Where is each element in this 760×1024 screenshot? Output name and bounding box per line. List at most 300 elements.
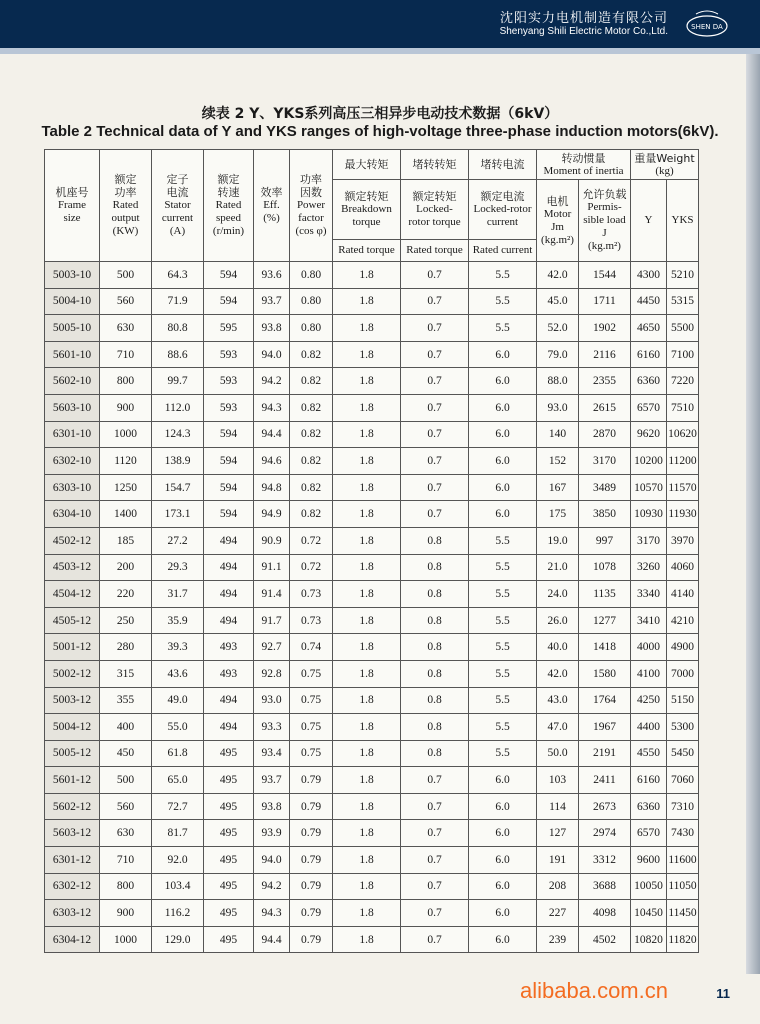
frame-size-cell: 5603-12 — [45, 820, 100, 847]
table-cell: 5.5 — [469, 714, 537, 741]
table-cell: 5.5 — [469, 554, 537, 581]
col-breakdown-torque: 最大转矩 — [333, 150, 401, 180]
table-row — [45, 288, 699, 315]
table-cell: 93.8 — [254, 315, 290, 342]
table-cell: 9600 — [631, 847, 667, 874]
table-cell: 0.7 — [401, 793, 469, 820]
table-cell: 4100 — [631, 660, 667, 687]
table-row — [45, 448, 699, 475]
table-cell: 1.8 — [333, 714, 401, 741]
table-cell: 6.0 — [469, 926, 537, 953]
table-row — [45, 262, 699, 289]
table-cell: 0.8 — [401, 581, 469, 608]
table-cell: 1000 — [100, 421, 152, 448]
table-cell: 1902 — [579, 315, 631, 342]
table-cell: 0.7 — [401, 873, 469, 900]
table-cell: 4300 — [631, 262, 667, 289]
locked-current-sub: 额定电流 Locked-rotor current — [469, 180, 537, 240]
watermark-logo: alibaba.com.cn — [520, 978, 668, 1003]
table-cell: 124.3 — [152, 421, 204, 448]
page-header — [0, 0, 760, 48]
col-power-factor: 功率 因数 Power factor (cos φ) — [290, 150, 333, 262]
table-cell: 0.79 — [290, 767, 333, 794]
col-rated-speed: 额定 转速 Rated speed (r/min) — [204, 150, 254, 262]
table-cell: 50.0 — [537, 740, 579, 767]
table-cell: 0.8 — [401, 740, 469, 767]
table-cell: 0.7 — [401, 315, 469, 342]
table-cell: 494 — [204, 607, 254, 634]
table-cell: 6.0 — [469, 448, 537, 475]
table-cell: 0.82 — [290, 421, 333, 448]
table-cell: 112.0 — [152, 394, 204, 421]
table-cell: 4000 — [631, 634, 667, 661]
table-cell: 1.8 — [333, 740, 401, 767]
table-row — [45, 315, 699, 342]
table-cell: 0.7 — [401, 767, 469, 794]
frame-size-cell: 5601-10 — [45, 341, 100, 368]
table-cell: 1.8 — [333, 900, 401, 927]
table-cell: 6.0 — [469, 767, 537, 794]
table-cell: 90.9 — [254, 527, 290, 554]
table-row — [45, 926, 699, 953]
table-cell: 11930 — [667, 501, 699, 528]
table-cell: 26.0 — [537, 607, 579, 634]
table-cell: 5.5 — [469, 315, 537, 342]
table-cell: 6.0 — [469, 421, 537, 448]
table-cell: 91.4 — [254, 581, 290, 608]
table-row — [45, 847, 699, 874]
table-cell: 94.4 — [254, 421, 290, 448]
table-cell: 5.5 — [469, 687, 537, 714]
locked-current-denominator: Rated current — [469, 240, 537, 262]
table-cell: 3260 — [631, 554, 667, 581]
table-cell: 4900 — [667, 634, 699, 661]
frame-size-cell: 5004-12 — [45, 714, 100, 741]
table-cell: 42.0 — [537, 660, 579, 687]
table-cell: 2411 — [579, 767, 631, 794]
table-cell: 594 — [204, 262, 254, 289]
table-cell: 79.0 — [537, 341, 579, 368]
table-cell: 0.82 — [290, 394, 333, 421]
frame-size-cell: 5003-10 — [45, 262, 100, 289]
table-row — [45, 820, 699, 847]
table-cell: 0.82 — [290, 341, 333, 368]
frame-size-cell: 6303-10 — [45, 474, 100, 501]
table-cell: 900 — [100, 900, 152, 927]
table-cell: 11200 — [667, 448, 699, 475]
table-cell: 10820 — [631, 926, 667, 953]
table-cell: 3340 — [631, 581, 667, 608]
table-cell: 1764 — [579, 687, 631, 714]
table-cell: 0.72 — [290, 527, 333, 554]
table-cell: 185 — [100, 527, 152, 554]
table-cell: 6.0 — [469, 873, 537, 900]
table-cell: 0.7 — [401, 394, 469, 421]
col-motor-inertia: 电机 Motor Jm (kg.m²) — [537, 180, 579, 262]
table-cell: 593 — [204, 368, 254, 395]
table-cell: 997 — [579, 527, 631, 554]
table-cell: 1120 — [100, 448, 152, 475]
table-cell: 5.5 — [469, 634, 537, 661]
table-cell: 11570 — [667, 474, 699, 501]
table-cell: 93.7 — [254, 767, 290, 794]
table-cell: 495 — [204, 767, 254, 794]
table-row — [45, 873, 699, 900]
table-cell: 0.80 — [290, 262, 333, 289]
table-cell: 0.8 — [401, 687, 469, 714]
table-cell: 1.8 — [333, 421, 401, 448]
frame-size-cell: 4505-12 — [45, 607, 100, 634]
table-cell: 2974 — [579, 820, 631, 847]
table-cell: 191 — [537, 847, 579, 874]
col-stator-current: 定子 电流 Stator current (A) — [152, 150, 204, 262]
table-cell: 1.8 — [333, 474, 401, 501]
table-cell: 140 — [537, 421, 579, 448]
table-cell: 0.8 — [401, 714, 469, 741]
table-cell: 1.8 — [333, 554, 401, 581]
table-cell: 594 — [204, 474, 254, 501]
table-cell: 93.8 — [254, 793, 290, 820]
table-cell: 42.0 — [537, 262, 579, 289]
table-cell: 800 — [100, 368, 152, 395]
table-cell: 495 — [204, 740, 254, 767]
table-cell: 1.8 — [333, 448, 401, 475]
table-cell: 355 — [100, 687, 152, 714]
table-cell: 250 — [100, 607, 152, 634]
table-cell: 94.6 — [254, 448, 290, 475]
table-cell: 52.0 — [537, 315, 579, 342]
table-cell: 39.3 — [152, 634, 204, 661]
table-cell: 630 — [100, 820, 152, 847]
table-cell: 1.8 — [333, 527, 401, 554]
table-cell: 6570 — [631, 820, 667, 847]
table-cell: 1.8 — [333, 767, 401, 794]
table-cell: 24.0 — [537, 581, 579, 608]
frame-size-cell: 5603-10 — [45, 394, 100, 421]
table-cell: 1.8 — [333, 394, 401, 421]
table-cell: 152 — [537, 448, 579, 475]
table-cell: 595 — [204, 315, 254, 342]
table-cell: 80.8 — [152, 315, 204, 342]
table-cell: 0.7 — [401, 288, 469, 315]
table-cell: 0.80 — [290, 288, 333, 315]
table-cell: 500 — [100, 767, 152, 794]
table-cell: 0.8 — [401, 660, 469, 687]
table-cell: 4400 — [631, 714, 667, 741]
frame-size-cell: 6301-10 — [45, 421, 100, 448]
table-cell: 27.2 — [152, 527, 204, 554]
table-cell: 0.73 — [290, 581, 333, 608]
table-cell: 94.0 — [254, 341, 290, 368]
table-row — [45, 714, 699, 741]
table-cell: 0.7 — [401, 900, 469, 927]
table-cell: 92.7 — [254, 634, 290, 661]
table-cell: 99.7 — [152, 368, 204, 395]
table-cell: 494 — [204, 527, 254, 554]
table-cell: 167 — [537, 474, 579, 501]
table-cell: 5.5 — [469, 288, 537, 315]
table-cell: 7430 — [667, 820, 699, 847]
table-cell: 6160 — [631, 767, 667, 794]
table-cell: 61.8 — [152, 740, 204, 767]
table-cell: 0.82 — [290, 474, 333, 501]
table-cell: 1.8 — [333, 687, 401, 714]
table-cell: 64.3 — [152, 262, 204, 289]
table-cell: 5.5 — [469, 607, 537, 634]
col-efficiency: 效率 Eff. (%) — [254, 150, 290, 262]
table-cell: 31.7 — [152, 581, 204, 608]
table-cell: 11820 — [667, 926, 699, 953]
table-cell: 495 — [204, 873, 254, 900]
frame-size-cell: 5005-10 — [45, 315, 100, 342]
table-row — [45, 660, 699, 687]
table-row — [45, 527, 699, 554]
table-cell: 94.0 — [254, 847, 290, 874]
table-cell: 800 — [100, 873, 152, 900]
table-cell: 594 — [204, 288, 254, 315]
table-row — [45, 394, 699, 421]
breakdown-sub: 额定转矩 Breakdown torque — [333, 180, 401, 240]
table-cell: 93.6 — [254, 262, 290, 289]
table-row — [45, 421, 699, 448]
breakdown-denominator: Rated torque — [333, 240, 401, 262]
table-cell: 0.79 — [290, 820, 333, 847]
table-cell: 2355 — [579, 368, 631, 395]
table-cell: 103.4 — [152, 873, 204, 900]
table-cell: 11450 — [667, 900, 699, 927]
table-cell: 0.7 — [401, 926, 469, 953]
table-cell: 400 — [100, 714, 152, 741]
table-cell: 43.0 — [537, 687, 579, 714]
table-cell: 11600 — [667, 847, 699, 874]
table-cell: 630 — [100, 315, 152, 342]
table-cell: 2191 — [579, 740, 631, 767]
table-cell: 6.0 — [469, 368, 537, 395]
table-cell: 127 — [537, 820, 579, 847]
table-cell: 10570 — [631, 474, 667, 501]
table-cell: 4250 — [631, 687, 667, 714]
table-cell: 0.79 — [290, 873, 333, 900]
table-cell: 88.6 — [152, 341, 204, 368]
table-cell: 7220 — [667, 368, 699, 395]
table-cell: 1277 — [579, 607, 631, 634]
col-rated-output: 额定 功率 Rated output (KW) — [100, 150, 152, 262]
table-cell: 200 — [100, 554, 152, 581]
table-cell: 495 — [204, 926, 254, 953]
table-cell: 1.8 — [333, 501, 401, 528]
table-title-en: Table 2 Technical data of Y and YKS ranges of high-voltage three-phase induction motors(6kV). — [41, 123, 719, 140]
frame-size-cell: 6302-12 — [45, 873, 100, 900]
table-cell: 10450 — [631, 900, 667, 927]
table-cell: 5.5 — [469, 660, 537, 687]
table-cell: 5150 — [667, 687, 699, 714]
table-cell: 500 — [100, 262, 152, 289]
table-cell: 1544 — [579, 262, 631, 289]
table-cell: 5.5 — [469, 740, 537, 767]
table-cell: 0.75 — [290, 687, 333, 714]
frame-size-cell: 5004-10 — [45, 288, 100, 315]
table-cell: 710 — [100, 847, 152, 874]
table-row — [45, 740, 699, 767]
table-cell: 493 — [204, 634, 254, 661]
table-cell: 0.82 — [290, 448, 333, 475]
frame-size-cell: 6303-12 — [45, 900, 100, 927]
frame-size-cell: 5005-12 — [45, 740, 100, 767]
table-cell: 103 — [537, 767, 579, 794]
table-cell: 7100 — [667, 341, 699, 368]
frame-size-cell: 4504-12 — [45, 581, 100, 608]
table-cell: 92.8 — [254, 660, 290, 687]
col-frame-size: 机座号 Frame size — [45, 150, 100, 262]
table-cell: 0.79 — [290, 900, 333, 927]
table-cell: 3688 — [579, 873, 631, 900]
table-cell: 10050 — [631, 873, 667, 900]
table-cell: 10200 — [631, 448, 667, 475]
table-cell: 114 — [537, 793, 579, 820]
table-cell: 35.9 — [152, 607, 204, 634]
table-cell: 10930 — [631, 501, 667, 528]
frame-size-cell: 6301-12 — [45, 847, 100, 874]
table-cell: 91.1 — [254, 554, 290, 581]
table-cell: 2116 — [579, 341, 631, 368]
table-cell: 19.0 — [537, 527, 579, 554]
table-cell: 1.8 — [333, 288, 401, 315]
frame-size-cell: 6304-12 — [45, 926, 100, 953]
table-cell: 1250 — [100, 474, 152, 501]
table-cell: 3850 — [579, 501, 631, 528]
frame-size-cell: 5003-12 — [45, 687, 100, 714]
table-cell: 1.8 — [333, 873, 401, 900]
table-cell: 0.75 — [290, 660, 333, 687]
table-cell: 94.2 — [254, 368, 290, 395]
table-cell: 0.7 — [401, 448, 469, 475]
table-cell: 0.8 — [401, 554, 469, 581]
table-cell: 3489 — [579, 474, 631, 501]
table-cell: 94.8 — [254, 474, 290, 501]
table-cell: 1.8 — [333, 368, 401, 395]
table-cell: 594 — [204, 501, 254, 528]
table-cell: 91.7 — [254, 607, 290, 634]
table-cell: 1.8 — [333, 341, 401, 368]
table-cell: 3312 — [579, 847, 631, 874]
table-cell: 5315 — [667, 288, 699, 315]
table-cell: 1711 — [579, 288, 631, 315]
table-cell: 0.8 — [401, 607, 469, 634]
table-cell: 5.5 — [469, 527, 537, 554]
table-cell: 227 — [537, 900, 579, 927]
table-body — [45, 262, 699, 953]
table-cell: 0.74 — [290, 634, 333, 661]
table-cell: 1135 — [579, 581, 631, 608]
col-locked-rotor-torque: 堵转转矩 — [401, 150, 469, 180]
col-load-inertia: 允许负载 Permis- sible load J (kg.m²) — [579, 180, 631, 262]
table-cell: 6.0 — [469, 341, 537, 368]
table-cell: 1.8 — [333, 315, 401, 342]
table-cell: 5500 — [667, 315, 699, 342]
col-weight-yks: YKS — [667, 180, 699, 262]
table-cell: 494 — [204, 714, 254, 741]
table-cell: 1.8 — [333, 660, 401, 687]
table-cell: 10620 — [667, 421, 699, 448]
table-cell: 315 — [100, 660, 152, 687]
table-cell: 6.0 — [469, 394, 537, 421]
table-cell: 7510 — [667, 394, 699, 421]
technical-data-table — [44, 149, 699, 953]
table-cell: 1.8 — [333, 581, 401, 608]
table-cell: 593 — [204, 341, 254, 368]
table-cell: 6.0 — [469, 847, 537, 874]
table-cell: 3410 — [631, 607, 667, 634]
table-cell: 560 — [100, 793, 152, 820]
table-cell: 1400 — [100, 501, 152, 528]
table-cell: 6.0 — [469, 900, 537, 927]
table-cell: 93.3 — [254, 714, 290, 741]
table-cell: 5.5 — [469, 581, 537, 608]
table-cell: 594 — [204, 448, 254, 475]
table-cell: 4140 — [667, 581, 699, 608]
table-cell: 2615 — [579, 394, 631, 421]
table-cell: 154.7 — [152, 474, 204, 501]
table-row — [45, 581, 699, 608]
table-cell: 129.0 — [152, 926, 204, 953]
shenda-logo-icon — [684, 6, 730, 42]
table-cell: 0.7 — [401, 368, 469, 395]
svg-text:SHEN DA: SHEN DA — [691, 23, 723, 31]
table-cell: 0.72 — [290, 554, 333, 581]
table-cell: 40.0 — [537, 634, 579, 661]
table-cell: 2870 — [579, 421, 631, 448]
table-cell: 6570 — [631, 394, 667, 421]
table-cell: 594 — [204, 421, 254, 448]
table-cell: 6160 — [631, 341, 667, 368]
table-cell: 0.79 — [290, 793, 333, 820]
table-cell: 81.7 — [152, 820, 204, 847]
table-cell: 4210 — [667, 607, 699, 634]
table-cell: 5450 — [667, 740, 699, 767]
table-cell: 6.0 — [469, 793, 537, 820]
table-cell: 138.9 — [152, 448, 204, 475]
table-cell: 6360 — [631, 793, 667, 820]
locked-torque-denominator: Rated torque — [401, 240, 469, 262]
frame-size-cell: 6302-10 — [45, 448, 100, 475]
table-cell: 1.8 — [333, 926, 401, 953]
table-cell: 0.80 — [290, 315, 333, 342]
table-cell: 1.8 — [333, 262, 401, 289]
table-cell: 173.1 — [152, 501, 204, 528]
table-cell: 0.7 — [401, 421, 469, 448]
table-cell: 93.0 — [254, 687, 290, 714]
company-name-cn: 沈阳实力电机制造有限公司 — [499, 11, 668, 26]
table-cell: 0.75 — [290, 714, 333, 741]
frame-size-cell: 5601-12 — [45, 767, 100, 794]
table-cell: 900 — [100, 394, 152, 421]
table-cell: 94.4 — [254, 926, 290, 953]
header-stripe — [0, 48, 760, 54]
table-cell: 0.7 — [401, 262, 469, 289]
table-row — [45, 501, 699, 528]
table-cell: 4550 — [631, 740, 667, 767]
table-cell: 493 — [204, 660, 254, 687]
table-row — [45, 554, 699, 581]
table-cell: 9620 — [631, 421, 667, 448]
table-cell: 1000 — [100, 926, 152, 953]
table-cell: 3170 — [631, 527, 667, 554]
table-cell: 72.7 — [152, 793, 204, 820]
table-cell: 0.82 — [290, 368, 333, 395]
table-cell: 1.8 — [333, 820, 401, 847]
table-cell: 3970 — [667, 527, 699, 554]
table-cell: 45.0 — [537, 288, 579, 315]
